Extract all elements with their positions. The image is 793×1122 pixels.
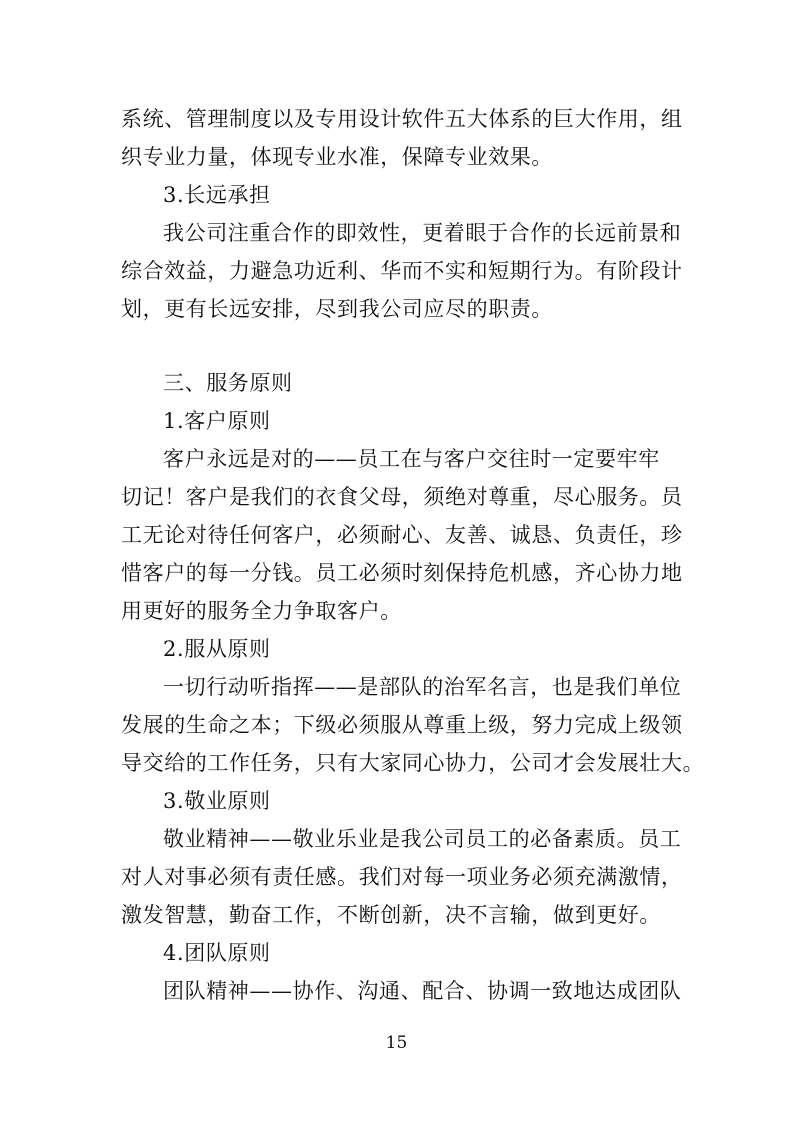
paragraph-line: 切记！客户是我们的衣食父母，须绝对尊重，尽心服务。员 bbox=[121, 485, 683, 509]
paragraph-line: 对人对事必须有责任感。我们对每一项业务必须充满激情， bbox=[121, 865, 683, 889]
paragraph-line: 激发智慧，勤奋工作，不断创新，决不言输，做到更好。 bbox=[121, 903, 661, 927]
paragraph-line: 客户永远是对的——员工在与客户交往时一定要牢牢 bbox=[163, 447, 660, 471]
subheading-customer: 1.客户原则 bbox=[163, 409, 271, 433]
section-gap bbox=[121, 328, 675, 364]
paragraph-line: 织专业力量，体现专业水准，保障专业效果。 bbox=[121, 145, 553, 169]
paragraph-line: 我公司注重合作的即效性，更着眼于合作的长远前景和 bbox=[163, 221, 682, 245]
subheading-obedience: 2.服从原则 bbox=[163, 637, 271, 661]
paragraph-line: 团队精神——协作、沟通、配合、协调一致地达成团队 bbox=[163, 979, 682, 1003]
paragraph-line: 惜客户的每一分钱。员工必须时刻保持危机感，齐心协力地 bbox=[121, 561, 683, 585]
subheading-team: 4.团队原则 bbox=[163, 941, 271, 965]
subheading-dedication: 3.敬业原则 bbox=[163, 789, 271, 813]
subheading-long-term: 3.长远承担 bbox=[163, 183, 271, 207]
section-heading-service-principles: 三、服务原则 bbox=[163, 371, 293, 395]
paragraph-line: 一切行动听指挥——是部队的治军名言，也是我们单位 bbox=[163, 675, 682, 699]
paragraph-line: 敬业精神——敬业乐业是我公司员工的必备素质。员工 bbox=[163, 827, 682, 851]
paragraph-line: 导交给的工作任务，只有大家同心协力，公司才会发展壮大。 bbox=[121, 751, 705, 775]
paragraph-line: 系统、管理制度以及专用设计软件五大体系的巨大作用，组 bbox=[121, 107, 683, 131]
page-number: 15 bbox=[385, 1033, 408, 1053]
body-text bbox=[121, 100, 705, 1010]
paragraph-line: 综合效益，力避急功近利、华而不实和短期行为。有阶段计 bbox=[121, 259, 683, 283]
paragraph-line: 工无论对待任何客户，必须耐心、友善、诚恳、负责任，珍 bbox=[121, 523, 683, 547]
paragraph-line: 发展的生命之本；下级必须服从尊重上级，努力完成上级领 bbox=[121, 713, 683, 737]
paragraph-line: 划，更有长远安排，尽到我公司应尽的职责。 bbox=[121, 297, 553, 321]
paragraph-line: 用更好的服务全力争取客户。 bbox=[121, 599, 402, 623]
